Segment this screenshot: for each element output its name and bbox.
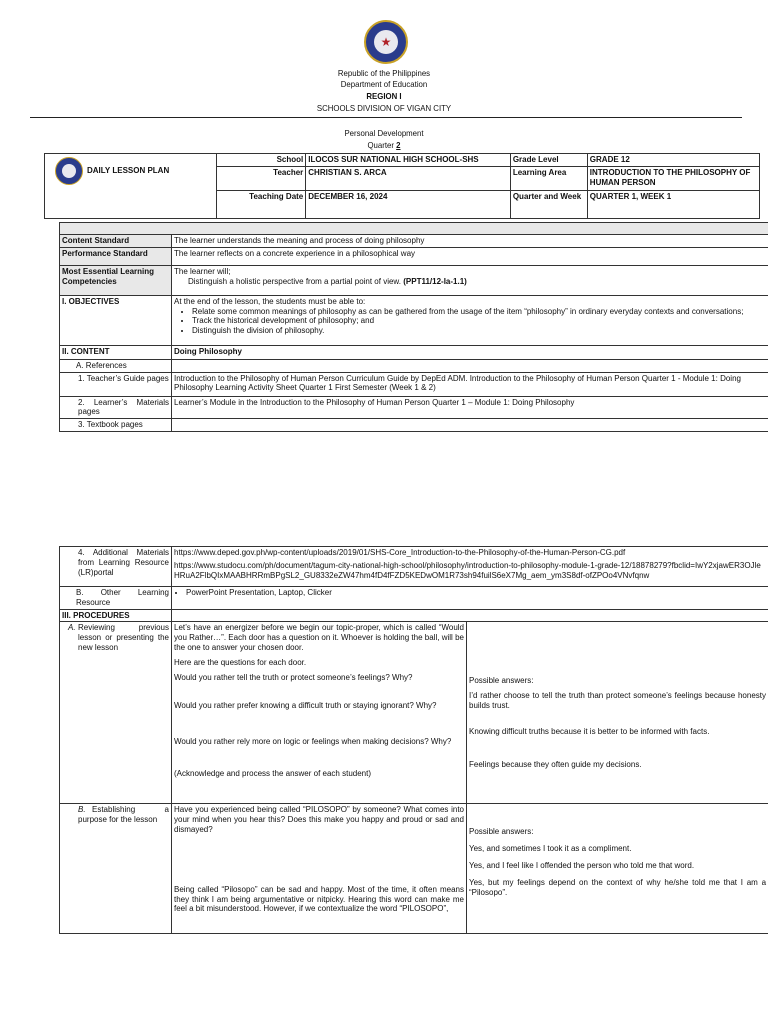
qw-label: Quarter and Week bbox=[510, 190, 587, 218]
procedure-a-letter: A. bbox=[68, 623, 76, 633]
content-standard-value: The learner understands the meaning and process of doing philosophy bbox=[172, 235, 768, 248]
procedure-b-answer-1: Yes, and sometimes I took it as a compliment. bbox=[469, 844, 632, 854]
school-label: School bbox=[217, 154, 306, 167]
spacer-row bbox=[60, 223, 768, 235]
other-resources-value bbox=[172, 587, 768, 610]
qw-value: QUARTER 1, WEEK 1 bbox=[587, 190, 759, 218]
procedure-a-possible-answers: Possible answers: bbox=[469, 676, 534, 686]
melc-label: Most Essential Learning Competencies bbox=[60, 265, 172, 295]
learners-materials-label: 2. Learner’s Materials pages bbox=[60, 396, 172, 419]
procedure-a-answer-3: Feelings because they often guide my decisions. bbox=[469, 759, 642, 769]
references-value bbox=[172, 359, 768, 372]
references-label: A. References bbox=[60, 359, 172, 372]
lesson-table-2 bbox=[59, 546, 768, 934]
textbook-pages-value bbox=[172, 419, 768, 432]
melc-value bbox=[172, 265, 768, 295]
lesson-table-1 bbox=[59, 222, 768, 432]
objective-item: • Relate some common meanings of philosophy as can be gathered from the usage of the item “philosophy” in ordinary everyday contexts and conversations; bbox=[192, 307, 766, 317]
content-value: Doing Philosophy bbox=[172, 345, 768, 359]
procedures-label: III. PROCEDURES bbox=[60, 609, 172, 622]
area-label: Learning Area bbox=[510, 166, 587, 190]
area-value: INTRODUCTION TO THE PHILOSOPHY OF HUMAN PERSON bbox=[587, 166, 759, 190]
objectives-label: I. OBJECTIVES bbox=[60, 295, 172, 345]
procedure-a-activity bbox=[172, 622, 467, 804]
header-republic: Republic of the Philippines bbox=[337, 68, 431, 78]
date-label: Teaching Date bbox=[217, 190, 306, 218]
procedure-a-question-3: Would you rather rely more on logic or feelings when making decisions? Why? bbox=[174, 737, 452, 747]
procedure-a-acknowledge: (Acknowledge and process the answer of each student) bbox=[174, 768, 372, 778]
procedure-a-answer-1: I’d rather choose to tell the truth than protect someone’s feelings because honesty builds trust. bbox=[469, 691, 767, 710]
procedure-b-answer-2: Yes, and I feel like I offended the person who told me that word. bbox=[469, 860, 695, 870]
teachers-guide-value: Introduction to the Philosophy of Human Person Curriculum Guide by DepEd ADM. Introduction to the Philosophy of Human Person Quarter 1 - Module 1: Doing Philosophy Learning Activity Sheet Quarter 1 First Semester (Week 1 & 2) bbox=[172, 372, 768, 396]
date-value: DECEMBER 16, 2024 bbox=[306, 190, 511, 218]
performance-standard-label: Performance Standard bbox=[60, 247, 172, 265]
content-standard-label: Content Standard bbox=[60, 235, 172, 248]
additional-materials-label: 4. Additional Materials from Learning Resource (LR)portal bbox=[60, 547, 172, 587]
header-division: SCHOOLS DIVISION OF VIGAN CITY bbox=[316, 103, 452, 113]
dlp-title-cell bbox=[45, 154, 217, 219]
melc-competency: Distinguish a holistic perspective from a partial point of view. (PPT11/12-Ia-1.1) bbox=[188, 276, 467, 286]
procedure-a-here: Here are the questions for each door. bbox=[174, 657, 307, 667]
deped-small-seal-icon bbox=[55, 157, 83, 185]
header-region: REGION I bbox=[366, 91, 402, 101]
performance-standard-value: The learner reflects on a concrete experience in a philosophical way bbox=[172, 247, 768, 265]
learners-materials-value: Learner’s Module in the Introduction to the Philosophy of Human Person Quarter 1 – Module 1: Doing Philosophy bbox=[172, 396, 768, 419]
dlp-title: DAILY LESSON PLAN bbox=[87, 166, 170, 176]
header-quarter: Quarter 2 bbox=[367, 140, 401, 150]
procedures-value bbox=[172, 609, 768, 622]
other-resource-item: • PowerPoint Presentation, Laptop, Clicker bbox=[186, 588, 766, 598]
objectives-list bbox=[174, 307, 766, 336]
other-resources-label: B. Other Learning Resource bbox=[60, 587, 172, 610]
procedure-b-question: Have you experienced being called “PILOSOPO” by someone? What comes into your mind when you hear this? Does this make you happy and proud or sad and dismayed? bbox=[174, 805, 464, 834]
deped-seal-logo: ★ bbox=[364, 20, 408, 64]
teacher-label: Teacher bbox=[217, 166, 306, 190]
header-department: Department of Education bbox=[340, 79, 428, 89]
header-rule bbox=[30, 117, 742, 118]
dlp-info-table bbox=[44, 153, 760, 219]
objectives-value bbox=[172, 295, 768, 345]
additional-materials-value bbox=[172, 547, 768, 587]
school-value: ILOCOS SUR NATIONAL HIGH SCHOOL-SHS bbox=[306, 154, 511, 167]
procedure-b-label: B. Establishing a purpose for the lesson bbox=[60, 804, 172, 934]
objective-item: • Track the historical development of philosophy; and bbox=[192, 316, 766, 326]
teacher-value: CHRISTIAN S. ARCA bbox=[306, 166, 511, 190]
procedure-b-letter: B. bbox=[78, 805, 86, 815]
objective-item: • Distinguish the division of philosophy. bbox=[192, 326, 766, 336]
teachers-guide-label: 1. Teacher’s Guide pages bbox=[60, 372, 172, 396]
lr-portal-link-2[interactable]: https://www.studocu.com/ph/document/tagum-city-national-high-school/philosophy/introduction-to-philosophy-module-1-grade-12/18878279?fbclid=IwY2xjawER3OJleHRuA2FlbQIxMAABHRRmBPgSL2_GU8332eZW47hm4fD4fFZD5KEDwOM1R73sh94fuilS6eX7Mg_aem_ym3S8df-ofZPOo4VNvfqnw bbox=[174, 560, 761, 580]
melc-intro: The learner will; bbox=[174, 266, 231, 276]
procedure-a-label: A. Reviewing previous lesson or presenting the new lesson bbox=[60, 622, 172, 804]
grade-value: GRADE 12 bbox=[587, 154, 759, 167]
header-subject: Personal Development bbox=[344, 128, 424, 138]
procedure-a-intro: Let’s have an energizer before we begin our topic-proper, which is called “Would you Rather…”. Each door has a question on it. Whoever is holding the ball, will be the one to answer your chosen door. bbox=[174, 623, 464, 652]
procedure-b-possible-answers: Possible answers: bbox=[469, 827, 534, 837]
procedure-b-activity bbox=[172, 804, 467, 934]
procedure-b-answer-3: Yes, but my feelings depend on the context of why he/she told me that I am a “Pilosopo”. bbox=[469, 877, 767, 897]
procedure-a-answer-2: Knowing difficult truths because it is better to be informed with facts. bbox=[469, 726, 710, 736]
content-label: II. CONTENT bbox=[60, 345, 172, 359]
lr-portal-link-1[interactable]: https://www.deped.gov.ph/wp-content/uploads/2019/01/SHS-Core_Introduction-to-the-Philosophy-of-the-Human-Person-CG.pdf bbox=[174, 548, 626, 557]
textbook-pages-label: 3. Textbook pages bbox=[60, 419, 172, 432]
procedure-a-question-1: Would you rather tell the truth or protect someone’s feelings? Why? bbox=[174, 672, 413, 682]
objectives-intro: At the end of the lesson, the students must be able to: bbox=[174, 296, 366, 306]
grade-label: Grade Level bbox=[510, 154, 587, 167]
procedure-b-discussion: Being called “Pilosopo” can be sad and happy. Most of the time, it often means they think I am being argumentative or nitpicky. Hearing this word can make me feel a bit misunderstood. However, if we contextualize the word “PILOSOPO”, bbox=[174, 884, 464, 914]
procedure-a-answers bbox=[467, 622, 768, 804]
procedure-b-answers bbox=[467, 804, 768, 934]
procedure-a-question-2: Would you rather prefer knowing a difficult truth or staying ignorant? Why? bbox=[174, 701, 437, 711]
